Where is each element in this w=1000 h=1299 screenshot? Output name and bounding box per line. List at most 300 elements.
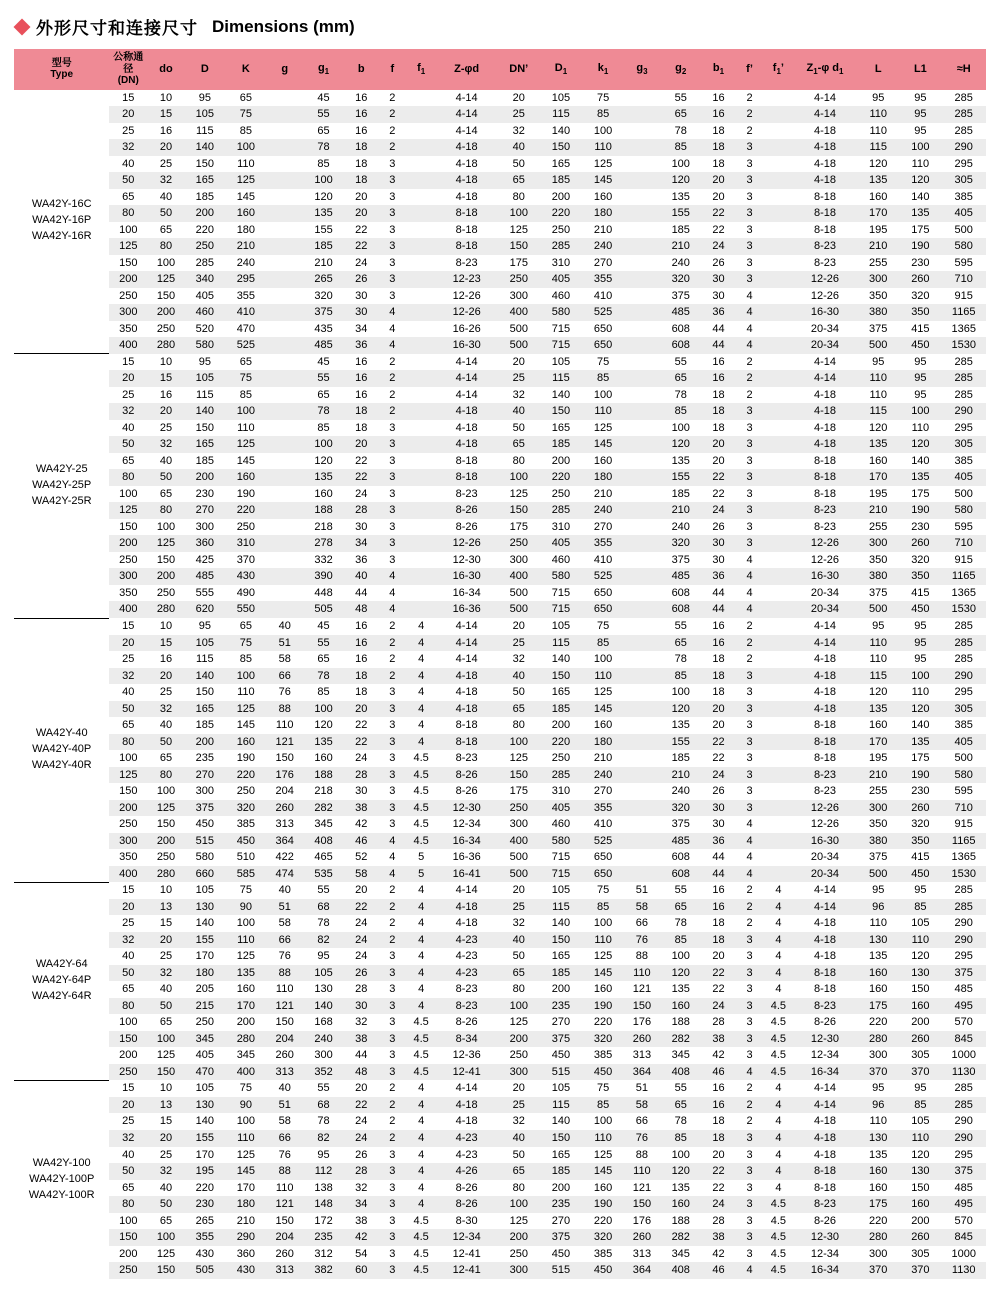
cell-k1: 85 [582,370,624,387]
cell-K: 125 [225,436,267,453]
cell-do: 40 [159,454,173,467]
cell-b: 28 [355,983,368,996]
cell-z1d1: 4-14 [813,884,836,897]
cell-g3 [624,552,660,569]
cell-g1: 345 [314,818,333,831]
cell-H: 915 [954,289,973,302]
cell-H: 1165 [941,304,986,321]
cell-b1: 26 [712,785,725,798]
table-row [14,370,986,387]
cell-zd: 4-18 [436,139,498,156]
cell-fp: 2 [746,653,753,666]
table-row [14,1014,986,1031]
cell-k1: 100 [593,653,613,666]
table-row [14,915,986,932]
cell-k1: 385 [593,1049,613,1062]
cell-f: 3 [389,1049,396,1062]
cell-g1: 105 [302,965,344,982]
cell-dnp: 80 [512,1181,525,1194]
cell-g3 [624,123,660,140]
cell-dn: 80 [109,734,147,751]
cell-zd: 12-34 [436,1229,498,1246]
cell-f1p [764,337,793,354]
cell-g3 [624,816,660,833]
cell-b: 52 [355,851,368,864]
cell-H: 305 [941,701,986,718]
cell-dn: 32 [109,932,147,949]
cell-D1: 200 [551,190,571,203]
cell-zd: 4-14 [436,106,498,123]
table-row [14,651,986,668]
column-header-f: f [378,49,407,90]
cell-b: 22 [345,899,378,916]
cell-k1: 160 [593,190,613,203]
cell-f1p [764,403,793,420]
cell-do: 20 [147,932,185,949]
valve-type-label: WA42Y-64 [35,958,88,971]
cell-f: 2 [378,403,407,420]
table-row [14,387,986,404]
cell-b: 28 [345,502,378,519]
cell-b1: 44 [712,586,725,599]
cell-g3 [624,601,660,618]
cell-b1: 38 [702,1229,735,1246]
cell-g1: 332 [314,553,333,566]
cell-dn: 125 [109,767,147,784]
cell-H: 1165 [941,568,986,585]
cell-g1: 135 [302,205,344,222]
cell-dn: 25 [122,1115,135,1128]
cell-dn: 200 [109,271,147,288]
cell-D1: 580 [540,833,582,850]
cell-g3 [624,222,660,239]
cell-b1: 30 [702,271,735,288]
cell-zd: 4-14 [455,620,478,632]
cell-K: 65 [239,620,252,632]
cell-k1: 145 [582,701,624,718]
cell-H: 580 [941,502,986,519]
cell-L1: 260 [899,1229,941,1246]
cell-D: 155 [185,1130,225,1147]
cell-D1: 115 [540,635,582,652]
cell-f1: 5 [407,866,436,883]
cell-g1: 65 [317,653,330,666]
cell-f1 [407,354,436,371]
cell-g2: 65 [660,1097,702,1114]
table-row [14,899,986,916]
cell-dnp: 100 [498,734,540,751]
cell-g2: 485 [660,568,702,585]
table-row [14,1031,986,1048]
cell-f1: 4 [407,932,436,949]
cell-fp: 2 [746,1082,753,1095]
cell-L: 170 [857,205,899,222]
cell-do: 200 [147,304,185,321]
cell-K: 370 [236,553,256,566]
cell-H: 285 [954,1082,973,1095]
cell-dn: 25 [122,388,135,401]
cell-zd: 4-18 [455,1115,478,1128]
cell-z1d1: 12-34 [810,1247,840,1260]
cell-z1d1: 12-26 [793,535,857,552]
cell-L1: 105 [911,1115,930,1128]
cell-z1d1: 12-26 [810,818,840,831]
cell-b: 36 [345,337,378,354]
cell-g1: 240 [302,1031,344,1048]
cell-z1d1: 20-34 [810,322,840,335]
cell-dnp: 500 [509,586,528,599]
table-row [14,304,986,321]
cell-g [267,585,303,602]
cell-dnp: 250 [498,535,540,552]
cell-dn: 400 [109,601,147,618]
cell-dn: 80 [109,1196,147,1213]
cell-g1: 85 [317,421,330,434]
cell-z1d1: 4-18 [793,436,857,453]
cell-zd: 16-30 [436,568,498,585]
cell-g2: 160 [660,1196,702,1213]
cell-dn: 100 [119,487,138,500]
cell-dnp: 25 [498,635,540,652]
cell-L: 160 [869,454,888,467]
cell-g3 [624,849,660,866]
cell-g [267,420,303,437]
cell-L1: 350 [899,568,941,585]
cell-D: 200 [185,734,225,751]
cell-L: 95 [872,884,885,897]
cell-dnp: 200 [498,1031,540,1048]
cell-b1: 36 [702,304,735,321]
cell-dnp: 175 [509,785,528,798]
cell-k1: 270 [593,520,613,533]
cell-g2: 85 [660,668,702,685]
cell-L: 160 [857,1163,899,1180]
cell-g3 [624,717,660,734]
cell-dnp: 25 [498,1097,540,1114]
cell-dn: 15 [122,620,135,632]
table-row [14,1113,986,1130]
cell-f1p: 4.5 [770,1214,787,1227]
cell-g2: 65 [660,106,702,123]
cell-K: 100 [236,917,256,930]
cell-g1: 485 [302,337,344,354]
cell-fp: 3 [746,454,753,467]
cell-dn: 15 [122,355,135,368]
valve-type-label: WA42Y-100R [28,1188,95,1201]
cell-fp: 3 [735,271,764,288]
cell-k1: 410 [593,553,613,566]
table-row [14,288,986,305]
cell-g [267,337,303,354]
cell-f1p [764,849,793,866]
cell-K: 550 [225,601,267,618]
cell-z1d1: 4-18 [813,157,836,170]
cell-g [267,90,303,107]
cell-g [267,139,303,156]
cell-dnp: 20 [512,884,525,897]
cell-b1: 28 [712,1214,725,1227]
cell-f: 3 [389,1016,396,1029]
cell-z1d1: 12-26 [793,271,857,288]
cell-L: 380 [857,304,899,321]
cell-g1: 78 [302,139,344,156]
cell-fp: 2 [746,355,753,368]
cell-zd: 4-18 [455,917,478,930]
table-row [14,684,986,701]
cell-dn: 32 [109,139,147,156]
column-header-D1: $D_1$ [540,49,582,90]
cell-K: 85 [239,653,252,666]
cell-g [267,304,303,321]
cell-zd: 4-18 [436,436,498,453]
cell-do: 100 [147,1229,185,1246]
cell-k1: 650 [582,866,624,883]
cell-b1: 18 [702,139,735,156]
cell-k1: 160 [593,1181,613,1194]
cell-z1d1: 8-23 [813,256,836,269]
cell-k1: 100 [593,388,613,401]
cell-g3 [624,701,660,718]
cell-z1d1: 4-18 [813,1115,836,1128]
cell-K: 100 [225,139,267,156]
cell-L: 500 [857,337,899,354]
cell-fp: 3 [735,1196,764,1213]
cell-b: 26 [345,271,378,288]
cell-fp: 3 [735,469,764,486]
cell-dnp: 65 [498,436,540,453]
cell-g2: 408 [660,1064,702,1081]
cell-fp: 4 [735,1064,764,1081]
cell-b1: 16 [702,106,735,123]
cell-K: 125 [225,172,267,189]
cell-g [267,123,303,140]
cell-D: 515 [185,833,225,850]
cell-b: 18 [355,421,368,434]
column-header-g1: $g_1$ [302,49,344,90]
cell-L: 380 [857,568,899,585]
cell-f1: 5 [418,851,425,864]
cell-do: 40 [159,1181,173,1194]
cell-H: 1530 [941,601,986,618]
cell-g2: 78 [674,917,687,930]
cell-dn: 200 [119,1247,138,1260]
cell-f1p: 4 [764,1130,793,1147]
cell-K: 190 [236,752,256,765]
cell-D1: 165 [551,421,571,434]
cell-dnp: 250 [498,271,540,288]
cell-f: 4 [378,866,407,883]
cell-b: 24 [355,950,368,963]
cell-g: 313 [275,818,294,831]
cell-L1: 305 [911,1049,930,1062]
cell-K: 430 [225,568,267,585]
cell-b: 22 [345,469,378,486]
cell-H: 405 [941,469,986,486]
cell-k1: 160 [593,454,613,467]
cell-g [267,189,303,206]
cell-zd: 4-18 [436,668,498,685]
cell-D: 265 [195,1214,214,1227]
cell-g1: 160 [314,487,333,500]
cell-z1d1: 8-18 [813,983,836,996]
cell-zd: 8-18 [436,734,498,751]
cell-g2: 135 [671,190,690,203]
cell-b: 22 [345,238,378,255]
cell-g2: 155 [660,469,702,486]
cell-g2: 608 [660,601,702,618]
cell-L1: 120 [899,436,941,453]
cell-f1: 4 [407,734,436,751]
cell-D: 150 [195,421,214,434]
cell-f1p [764,717,793,734]
cell-b: 32 [355,1016,368,1029]
table-row [14,469,986,486]
cell-dnp: 65 [498,701,540,718]
cell-g [267,469,303,486]
cell-fp: 3 [735,1229,764,1246]
cell-z1d1: 8-18 [793,205,857,222]
cell-H: 405 [941,205,986,222]
cell-f: 3 [378,1163,407,1180]
cell-f: 3 [378,502,407,519]
cell-b1: 44 [712,322,725,335]
cell-g: 88 [267,965,303,982]
table-row [14,635,986,652]
cell-b1: 24 [702,1196,735,1213]
cell-K: 250 [236,785,256,798]
cell-g3 [624,106,660,123]
cell-D1: 460 [551,818,571,831]
cell-fp: 3 [746,719,753,732]
cell-b: 16 [355,653,368,666]
cell-f: 4 [378,601,407,618]
cell-k1: 145 [582,172,624,189]
cell-z1d1: 4-18 [813,1148,836,1161]
cell-g2: 78 [674,388,687,401]
cell-b: 18 [345,139,378,156]
cell-k1: 75 [596,884,610,897]
cell-f1p [764,106,793,123]
cell-f1: 4.5 [413,1214,429,1227]
cell-D1: 715 [540,601,582,618]
cell-k1: 525 [582,833,624,850]
cell-b: 20 [345,436,378,453]
cell-f1 [407,172,436,189]
cell-f: 3 [389,157,396,170]
cell-f1 [407,519,436,536]
cell-L: 175 [857,1196,899,1213]
cell-do: 125 [147,535,185,552]
cell-do: 100 [156,520,176,533]
cell-b1: 22 [712,487,725,500]
cell-g: 422 [275,851,294,864]
cell-D1: 580 [540,568,582,585]
table-row [14,189,986,206]
cell-D: 660 [185,866,225,883]
cell-z1d1: 4-18 [793,1130,857,1147]
cell-b1: 24 [702,238,735,255]
cell-zd: 12-41 [452,1247,481,1260]
cell-D1: 105 [551,620,571,632]
cell-b: 48 [345,601,378,618]
cell-g1: 130 [314,983,333,996]
cell-g [267,486,303,503]
cell-L1: 130 [899,965,941,982]
column-header-f1p: $f_1$’ [764,49,793,90]
cell-b1: 16 [702,899,735,916]
cell-f1: 4.5 [407,1229,436,1246]
cell-K: 75 [239,884,252,897]
cell-g [267,222,303,239]
cell-z1d1: 4-18 [813,421,836,434]
cell-D: 115 [196,653,214,666]
column-header-H: ≈H [941,49,986,90]
cell-g: 66 [267,932,303,949]
cell-D1: 115 [540,370,582,387]
cell-g: 76 [278,950,291,963]
table-row [14,717,986,734]
cell-L1: 105 [911,917,930,930]
cell-b: 42 [345,1229,378,1246]
cell-g3: 121 [632,1181,652,1194]
cell-f1p: 4 [775,884,782,897]
cell-D: 270 [185,767,225,784]
cell-dnp: 250 [498,800,540,817]
cell-H: 285 [941,106,986,123]
cell-f1p: 4 [775,1115,782,1128]
cell-L: 210 [857,502,899,519]
cell-f1p [764,502,793,519]
cell-D1: 185 [540,701,582,718]
cell-L1: 110 [899,1130,941,1147]
cell-z1d1: 8-18 [793,965,857,982]
cell-f1: 4 [407,1130,436,1147]
cell-fp: 4 [746,322,753,335]
table-row [14,255,986,272]
cell-b: 34 [345,535,378,552]
cell-D: 140 [195,1115,214,1128]
cell-b1: 24 [702,502,735,519]
cell-z1d1: 20-34 [793,866,857,883]
cell-g3 [624,139,660,156]
cell-D: 220 [195,223,214,236]
cell-z1d1: 4-18 [793,139,857,156]
cell-b1: 22 [702,1163,735,1180]
cell-fp: 3 [735,800,764,817]
cell-f1 [407,387,436,404]
cell-dn: 20 [109,899,147,916]
cell-b: 24 [355,487,368,500]
cell-g1: 55 [317,1082,330,1095]
cell-f: 3 [389,1148,396,1161]
cell-dn: 65 [122,1181,135,1194]
cell-zd: 8-23 [436,998,498,1015]
cell-D1: 250 [551,752,571,765]
cell-g: 76 [278,1148,291,1161]
cell-k1: 75 [596,620,610,632]
cell-H: 580 [941,767,986,784]
cell-f: 2 [378,106,407,123]
table-row [14,1147,986,1164]
cell-g1: 135 [302,469,344,486]
cell-L: 300 [857,271,899,288]
cell-H: 1365 [951,851,976,864]
cell-g1: 160 [314,752,333,765]
cell-fp: 3 [746,1148,753,1161]
cell-L1: 370 [899,1262,941,1279]
cell-L: 115 [857,139,899,156]
cell-K: 90 [225,1097,267,1114]
